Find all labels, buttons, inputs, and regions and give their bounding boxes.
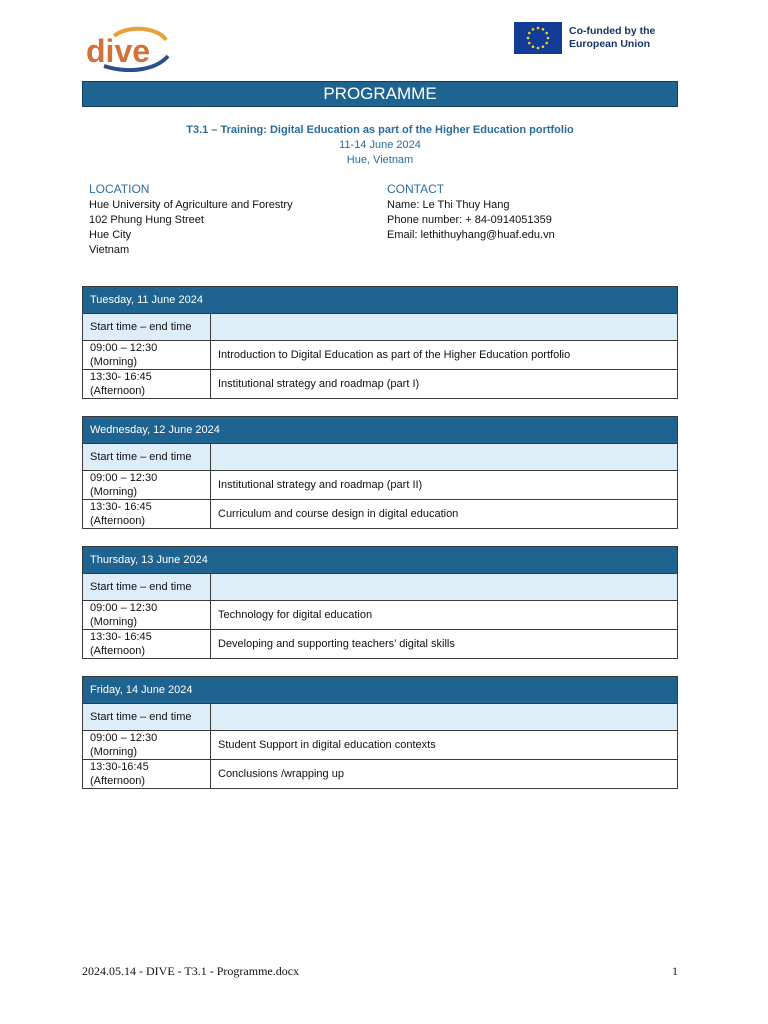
contact-phone: Phone number: + 84-0914051359 [387, 214, 552, 226]
slot-topic: Technology for digital education [211, 601, 678, 630]
page-number: 1 [672, 964, 678, 978]
table-row [83, 630, 678, 659]
day-table-friday [82, 676, 678, 789]
eu-cofunded-text: Co-funded by the European Union [569, 25, 656, 50]
location-line: 102 Phung Hung Street [89, 214, 204, 226]
slot-time: 13:30- 16:45 (Afternoon) [83, 500, 211, 529]
slot-topic: Curriculum and course design in digital education [211, 500, 678, 529]
column-header-topic [211, 314, 678, 341]
day-date: Wednesday, 12 June 2024 [83, 417, 678, 444]
day-date: Tuesday, 11 June 2024 [83, 287, 678, 314]
location-line: Vietnam [89, 244, 130, 256]
location-line: Hue City [89, 229, 132, 241]
dive-logo-text: dive [86, 33, 151, 69]
contact-block [387, 182, 555, 243]
table-row [83, 500, 678, 529]
column-header-topic [211, 444, 678, 471]
footer-filename: 2024.05.14 - DIVE - T3.1 - Programme.docx [82, 964, 300, 978]
day-table-wednesday [82, 416, 678, 529]
column-header-time: Start time – end time [83, 314, 211, 341]
day-table-thursday [82, 546, 678, 659]
location-line: Hue University of Agriculture and Forestry [89, 199, 293, 211]
column-header-time: Start time – end time [83, 704, 211, 731]
table-row [83, 471, 678, 500]
day-table-tuesday [82, 286, 678, 399]
column-header-topic [211, 574, 678, 601]
slot-topic: Introduction to Digital Education as part of the Higher Education portfolio [211, 341, 678, 370]
slot-topic: Conclusions /wrapping up [211, 760, 678, 789]
table-row [83, 341, 678, 370]
slot-time: 09:00 – 12:30 (Morning) [83, 601, 211, 630]
eu-flag-icon [514, 22, 562, 54]
event-subtitle [82, 123, 678, 168]
event-city: Hue, Vietnam [346, 154, 414, 166]
column-header-topic [211, 704, 678, 731]
slot-topic: Institutional strategy and roadmap (part I) [211, 370, 678, 399]
page-footer [82, 964, 678, 979]
table-row [83, 760, 678, 789]
location-heading: LOCATION [89, 182, 150, 196]
slot-time: 13:30-16:45 (Afternoon) [83, 760, 211, 789]
slot-time: 13:30- 16:45 (Afternoon) [83, 370, 211, 399]
slot-time: 09:00 – 12:30 (Morning) [83, 341, 211, 370]
column-header-time: Start time – end time [83, 444, 211, 471]
slot-time: 13:30- 16:45 (Afternoon) [83, 630, 211, 659]
slot-topic: Institutional strategy and roadmap (part II) [211, 471, 678, 500]
page-title: PROGRAMME [82, 81, 678, 107]
day-date: Thursday, 13 June 2024 [83, 547, 678, 574]
slot-topic: Student Support in digital education contexts [211, 731, 678, 760]
contact-email: Email: lethithuyhang@huaf.edu.vn [387, 229, 555, 241]
event-name: T3.1 – Training: Digital Education as part of the Higher Education portfolio [186, 124, 574, 136]
column-header-time: Start time – end time [83, 574, 211, 601]
slot-time: 09:00 – 12:30 (Morning) [83, 471, 211, 500]
day-date: Friday, 14 June 2024 [83, 677, 678, 704]
table-row [83, 731, 678, 760]
location-block [89, 182, 293, 258]
event-dates: 11-14 June 2024 [339, 139, 421, 151]
table-row [83, 370, 678, 399]
dive-logo [84, 26, 174, 72]
contact-heading: CONTACT [387, 182, 445, 196]
slot-time: 09:00 – 12:30 (Morning) [83, 731, 211, 760]
slot-topic: Developing and supporting teachers’ digital skills [211, 630, 678, 659]
table-row [83, 601, 678, 630]
eu-cofunded-badge [514, 22, 689, 54]
contact-name: Name: Le Thi Thuy Hang [387, 199, 510, 211]
